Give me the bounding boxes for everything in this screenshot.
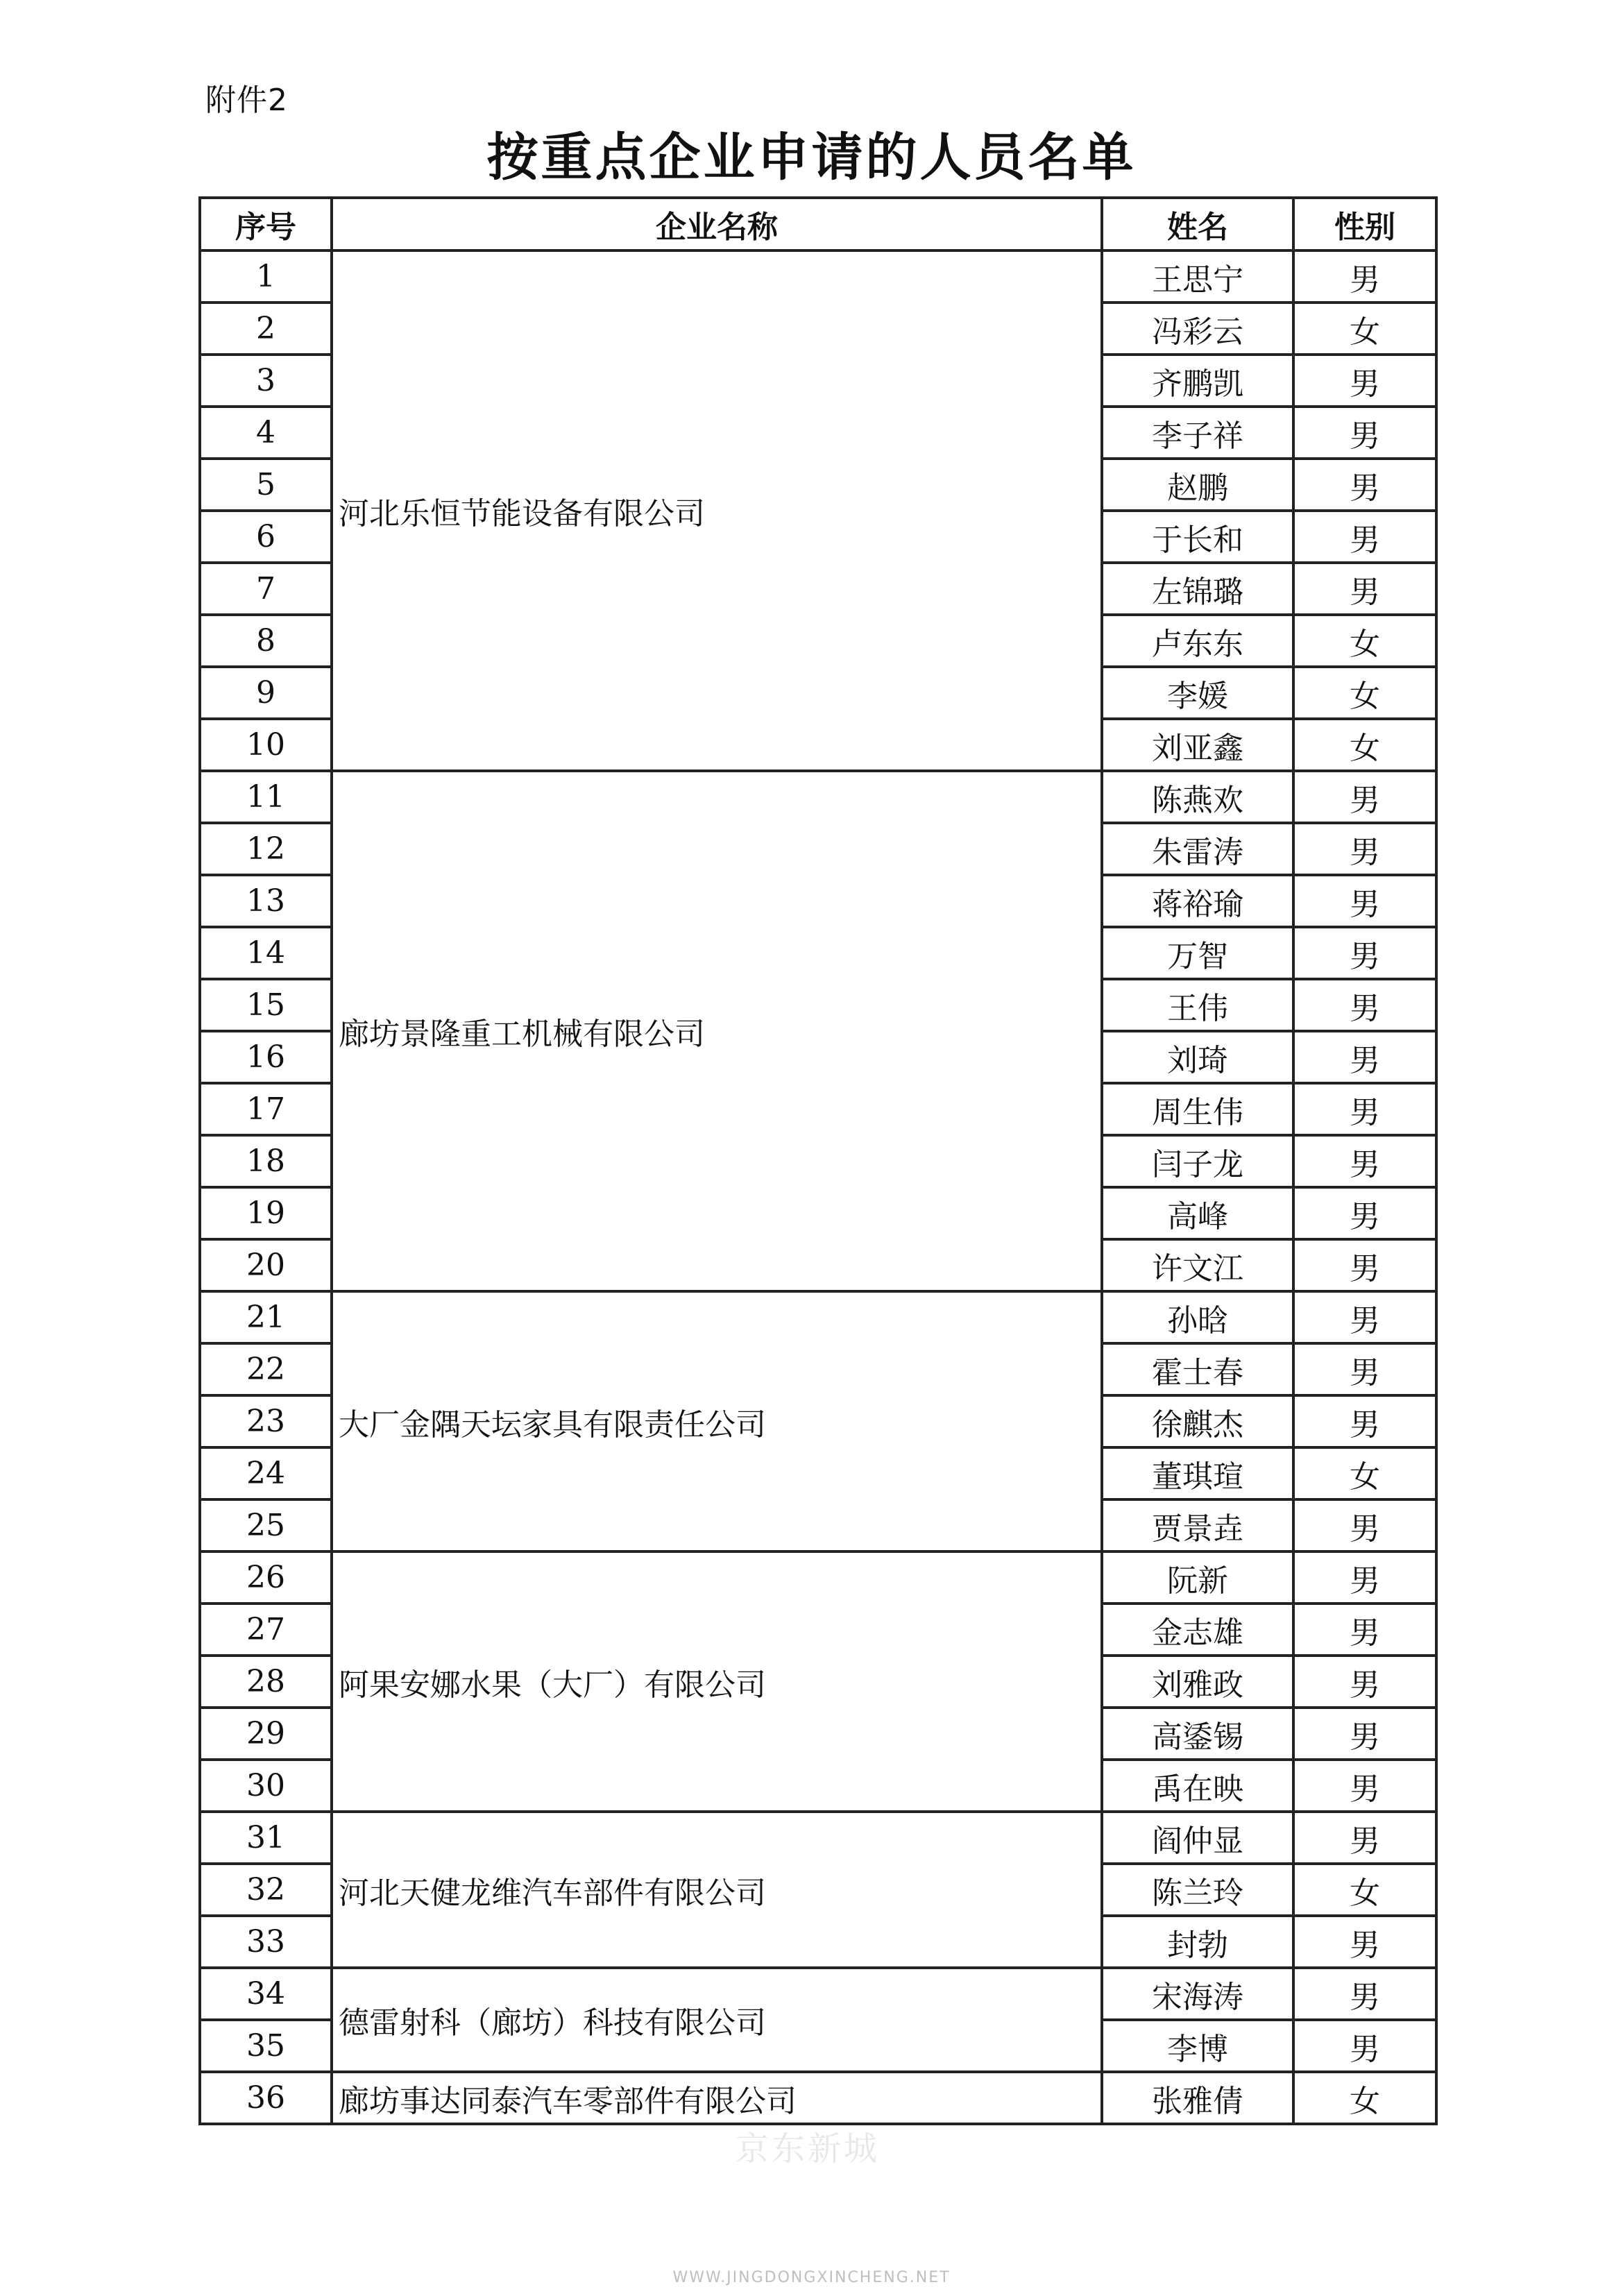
serial-number-cell: 7	[200, 563, 332, 615]
table-row	[200, 1968, 1436, 2020]
serial-number-cell: 27	[200, 1604, 332, 1656]
gender-cell: 女	[1293, 2072, 1436, 2124]
serial-number-cell: 23	[200, 1395, 332, 1447]
gender-cell: 男	[1293, 1708, 1436, 1760]
person-name-cell: 金志雄	[1102, 1604, 1293, 1656]
serial-number-cell: 19	[200, 1187, 332, 1239]
gender-cell: 男	[1293, 1499, 1436, 1551]
serial-number-cell: 12	[200, 823, 332, 875]
gender-cell: 男	[1293, 875, 1436, 927]
person-name-cell: 高鋈锡	[1102, 1708, 1293, 1760]
serial-number-cell: 28	[200, 1656, 332, 1708]
gender-cell: 男	[1293, 355, 1436, 407]
person-name-cell: 张雅倩	[1102, 2072, 1293, 2124]
serial-number-cell: 1	[200, 250, 332, 303]
table-body	[200, 250, 1436, 2124]
serial-number-cell: 33	[200, 1916, 332, 1968]
annex-label: 附件2	[205, 83, 288, 118]
gender-cell: 男	[1293, 1239, 1436, 1291]
serial-number-cell: 35	[200, 2020, 332, 2072]
gender-cell: 男	[1293, 1968, 1436, 2020]
person-name-cell: 齐鹏凯	[1102, 355, 1293, 407]
gender-cell: 女	[1293, 667, 1436, 719]
person-name-cell: 禹在映	[1102, 1760, 1293, 1812]
serial-number-cell: 17	[200, 1083, 332, 1135]
serial-number-cell: 3	[200, 355, 332, 407]
serial-number-cell: 24	[200, 1447, 332, 1499]
header-company: 企业名称	[332, 198, 1102, 250]
gender-cell: 男	[1293, 1135, 1436, 1187]
gender-cell: 男	[1293, 823, 1436, 875]
person-name-cell: 冯彩云	[1102, 303, 1293, 355]
serial-number-cell: 13	[200, 875, 332, 927]
table-row	[200, 771, 1436, 823]
gender-cell: 男	[1293, 2020, 1436, 2072]
serial-number-cell: 5	[200, 459, 332, 511]
person-name-cell: 霍士春	[1102, 1343, 1293, 1395]
gender-cell: 男	[1293, 1395, 1436, 1447]
person-name-cell: 刘雅政	[1102, 1656, 1293, 1708]
page-title: 按重点企业申请的人员名单	[486, 128, 1137, 187]
person-name-cell: 徐麒杰	[1102, 1395, 1293, 1447]
serial-number-cell: 16	[200, 1031, 332, 1083]
person-name-cell: 闫子龙	[1102, 1135, 1293, 1187]
gender-cell: 男	[1293, 771, 1436, 823]
table-row	[200, 2072, 1436, 2124]
company-name-cell: 廊坊景隆重工机械有限公司	[332, 771, 1102, 1291]
gender-cell: 女	[1293, 615, 1436, 667]
gender-cell: 男	[1293, 1812, 1436, 1864]
serial-number-cell: 4	[200, 407, 332, 459]
person-name-cell: 李媛	[1102, 667, 1293, 719]
serial-number-cell: 26	[200, 1551, 332, 1604]
serial-number-cell: 30	[200, 1760, 332, 1812]
person-name-cell: 董琪瑄	[1102, 1447, 1293, 1499]
gender-cell: 男	[1293, 1031, 1436, 1083]
serial-number-cell: 31	[200, 1812, 332, 1864]
person-name-cell: 万智	[1102, 927, 1293, 979]
person-name-cell: 李博	[1102, 2020, 1293, 2072]
gender-cell: 男	[1293, 1604, 1436, 1656]
person-name-cell: 宋海涛	[1102, 1968, 1293, 2020]
gender-cell: 女	[1293, 1864, 1436, 1916]
person-name-cell: 贾景垚	[1102, 1499, 1293, 1551]
serial-number-cell: 8	[200, 615, 332, 667]
serial-number-cell: 34	[200, 1968, 332, 2020]
company-name-cell: 阿果安娜水果（大厂）有限公司	[332, 1551, 1102, 1812]
person-name-cell: 陈兰玲	[1102, 1864, 1293, 1916]
watermark: 京东新城	[736, 2129, 881, 2168]
serial-number-cell: 25	[200, 1499, 332, 1551]
gender-cell: 男	[1293, 407, 1436, 459]
person-name-cell: 蒋裕瑜	[1102, 875, 1293, 927]
person-name-cell: 卢东东	[1102, 615, 1293, 667]
person-name-cell: 许文江	[1102, 1239, 1293, 1291]
gender-cell: 女	[1293, 719, 1436, 771]
person-name-cell: 左锦璐	[1102, 563, 1293, 615]
company-name-cell: 河北乐恒节能设备有限公司	[332, 250, 1102, 771]
person-name-cell: 刘亚鑫	[1102, 719, 1293, 771]
gender-cell: 男	[1293, 1760, 1436, 1812]
gender-cell: 男	[1293, 511, 1436, 563]
serial-number-cell: 18	[200, 1135, 332, 1187]
gender-cell: 男	[1293, 1916, 1436, 1968]
person-name-cell: 孙晗	[1102, 1291, 1293, 1343]
header-gender: 性别	[1293, 198, 1436, 250]
serial-number-cell: 14	[200, 927, 332, 979]
header-serial: 序号	[200, 198, 332, 250]
gender-cell: 男	[1293, 979, 1436, 1031]
person-name-cell: 王伟	[1102, 979, 1293, 1031]
gender-cell: 女	[1293, 303, 1436, 355]
table-row	[200, 1551, 1436, 1604]
company-name-cell: 德雷射科（廊坊）科技有限公司	[332, 1968, 1102, 2072]
person-name-cell: 李子祥	[1102, 407, 1293, 459]
person-name-cell: 王思宁	[1102, 250, 1293, 303]
serial-number-cell: 10	[200, 719, 332, 771]
gender-cell: 男	[1293, 1291, 1436, 1343]
footer-url: WWW.JINGDONGXINCHENG.NET	[672, 2269, 951, 2286]
person-name-cell: 于长和	[1102, 511, 1293, 563]
gender-cell: 男	[1293, 1343, 1436, 1395]
person-name-cell: 朱雷涛	[1102, 823, 1293, 875]
gender-cell: 男	[1293, 1656, 1436, 1708]
serial-number-cell: 20	[200, 1239, 332, 1291]
gender-cell: 男	[1293, 459, 1436, 511]
person-name-cell: 刘琦	[1102, 1031, 1293, 1083]
serial-number-cell: 9	[200, 667, 332, 719]
personnel-table	[198, 196, 1438, 2125]
header-name: 姓名	[1102, 198, 1293, 250]
gender-cell: 男	[1293, 563, 1436, 615]
header-row	[200, 198, 1436, 250]
company-name-cell: 大厂金隅天坛家具有限责任公司	[332, 1291, 1102, 1551]
serial-number-cell: 32	[200, 1864, 332, 1916]
person-name-cell: 陈燕欢	[1102, 771, 1293, 823]
gender-cell: 男	[1293, 927, 1436, 979]
table-row	[200, 1812, 1436, 1864]
person-name-cell: 周生伟	[1102, 1083, 1293, 1135]
table-row	[200, 1291, 1436, 1343]
serial-number-cell: 22	[200, 1343, 332, 1395]
gender-cell: 男	[1293, 1551, 1436, 1604]
serial-number-cell: 29	[200, 1708, 332, 1760]
gender-cell: 男	[1293, 1187, 1436, 1239]
person-name-cell: 封勃	[1102, 1916, 1293, 1968]
serial-number-cell: 6	[200, 511, 332, 563]
company-name-cell: 河北天健龙维汽车部件有限公司	[332, 1812, 1102, 1968]
gender-cell: 男	[1293, 250, 1436, 303]
person-name-cell: 高峰	[1102, 1187, 1293, 1239]
serial-number-cell: 2	[200, 303, 332, 355]
serial-number-cell: 36	[200, 2072, 332, 2124]
serial-number-cell: 11	[200, 771, 332, 823]
person-name-cell: 阮新	[1102, 1551, 1293, 1604]
table-row	[200, 250, 1436, 303]
gender-cell: 男	[1293, 1083, 1436, 1135]
serial-number-cell: 15	[200, 979, 332, 1031]
person-name-cell: 阎仲显	[1102, 1812, 1293, 1864]
company-name-cell: 廊坊事达同泰汽车零部件有限公司	[332, 2072, 1102, 2124]
person-name-cell: 赵鹏	[1102, 459, 1293, 511]
gender-cell: 女	[1293, 1447, 1436, 1499]
serial-number-cell: 21	[200, 1291, 332, 1343]
